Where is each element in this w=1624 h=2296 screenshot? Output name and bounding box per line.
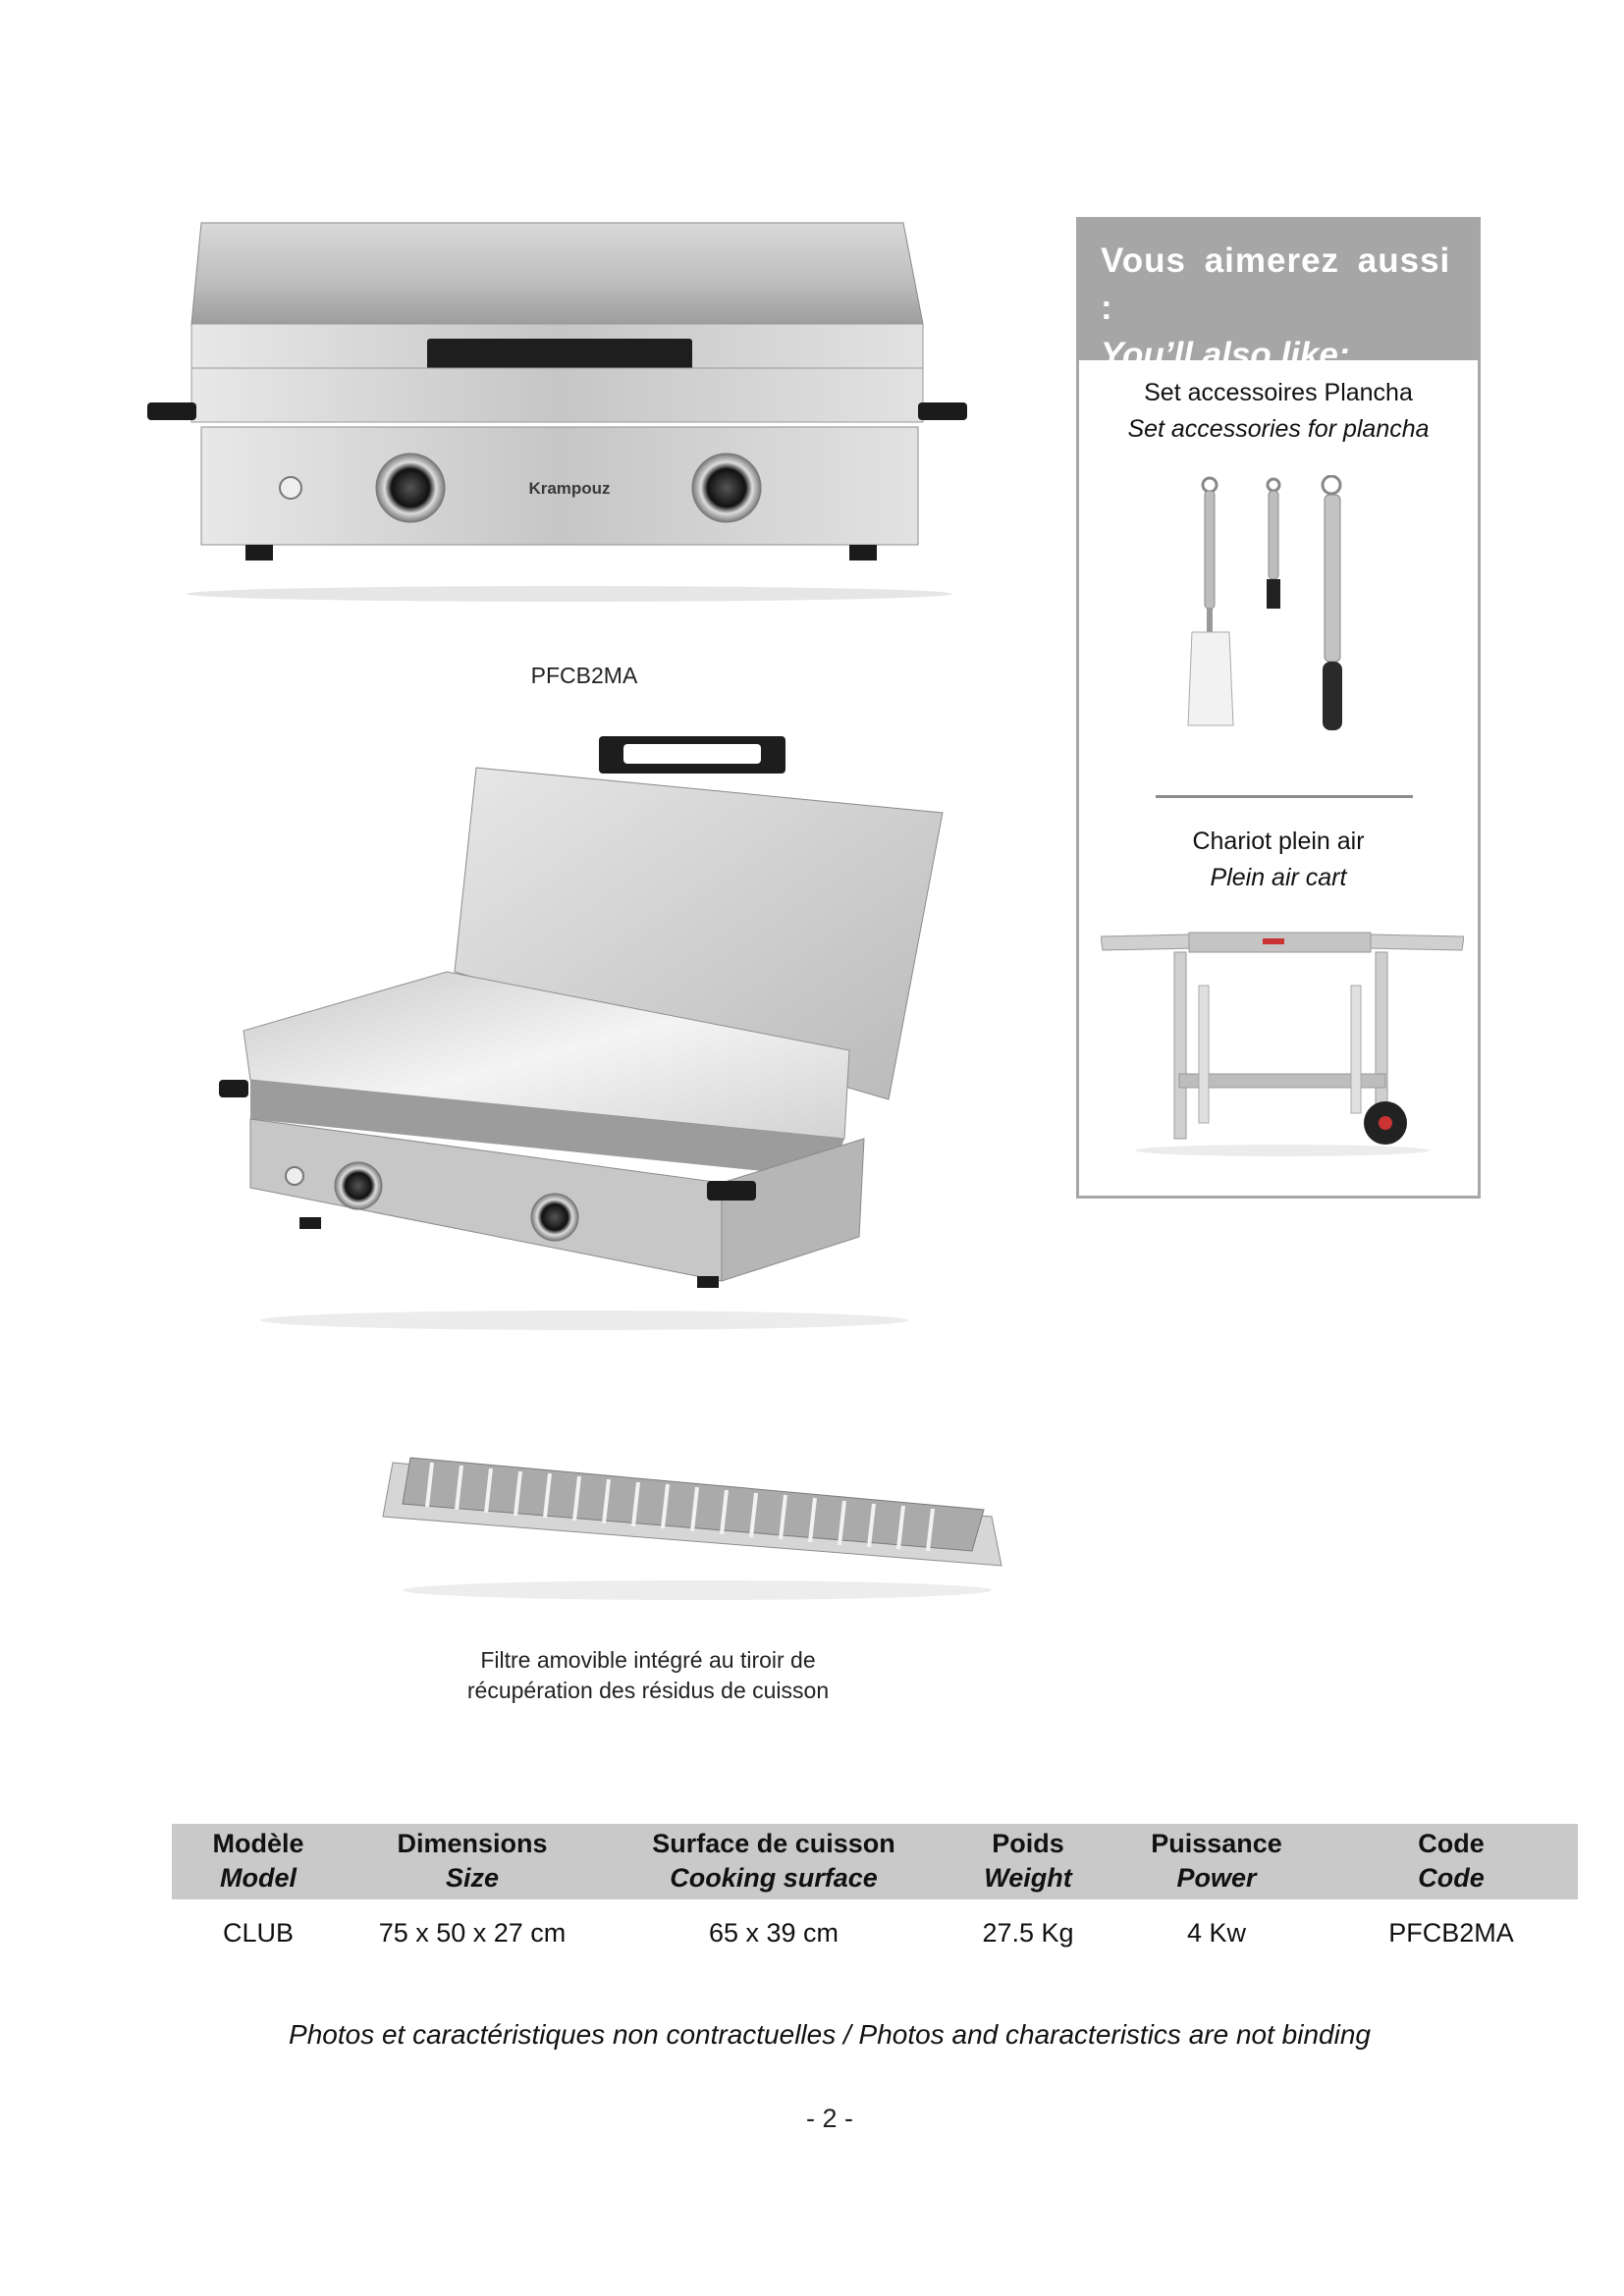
header-power xyxy=(1109,1824,1325,1899)
product-caption: PFCB2MA xyxy=(530,663,638,688)
header-fr: Code xyxy=(1418,1829,1485,1858)
table-row xyxy=(172,1899,1578,1949)
cell-power: 4 Kw xyxy=(1186,1918,1247,1948)
filter-tray-image xyxy=(363,1443,1031,1620)
cart-image xyxy=(1101,927,1464,1162)
utensil-set-image xyxy=(1182,475,1379,770)
header-en: Code xyxy=(1418,1863,1485,1893)
header-weight xyxy=(947,1824,1109,1899)
header-fr: Puissance xyxy=(1151,1829,1282,1858)
also-like-heading-en: You’ll also like: xyxy=(1101,336,1350,374)
also-like-heading-fr: Vous aimerez aussi : xyxy=(1101,241,1451,327)
also-like-header xyxy=(1079,220,1478,374)
accessory-set-caption xyxy=(1079,375,1478,448)
brand-logo: Krampouz xyxy=(528,479,611,498)
header-cooking-surface xyxy=(600,1824,947,1899)
header-dimensions xyxy=(345,1824,600,1899)
header-fr: Poids xyxy=(992,1829,1064,1858)
cell-cooking-surface: 65 x 39 cm xyxy=(708,1918,839,1948)
cart-name-en: Plein air cart xyxy=(1210,864,1347,891)
cell-dimensions: 75 x 50 x 27 cm xyxy=(378,1918,567,1948)
cart-caption xyxy=(1079,824,1478,896)
plancha-closed-image xyxy=(147,211,1001,604)
header-model xyxy=(172,1824,345,1899)
header-en: Cooking surface xyxy=(670,1863,878,1893)
header-en: Model xyxy=(220,1863,297,1893)
header-en: Weight xyxy=(984,1863,1072,1893)
header-fr: Surface de cuisson xyxy=(652,1829,895,1858)
page-number: - 2 - xyxy=(805,2104,853,2133)
header-en: Power xyxy=(1176,1863,1257,1893)
accessory-set-name-fr: Set accessoires Plancha xyxy=(1144,379,1413,406)
disclaimer-note: Photos et caractéristiques non contractuelles / Photos and characteristics are not binding xyxy=(289,2019,1371,2050)
separator xyxy=(1156,795,1413,798)
filter-caption xyxy=(412,1645,884,1706)
accessory-set-name-en: Set accessories for plancha xyxy=(1127,415,1430,443)
spec-table xyxy=(172,1824,1578,1949)
cart-name-fr: Chariot plein air xyxy=(1192,828,1365,855)
header-code xyxy=(1325,1824,1578,1899)
header-en: Size xyxy=(445,1863,500,1893)
cell-model: CLUB xyxy=(222,1918,295,1948)
cell-weight: 27.5 Kg xyxy=(982,1918,1074,1948)
filter-caption-line2: récupération des résidus de cuisson xyxy=(466,1678,830,1703)
header-fr: Modèle xyxy=(212,1829,304,1858)
plancha-open-image xyxy=(211,726,957,1335)
filter-caption-line1: Filtre amovible intégré au tiroir de xyxy=(480,1647,816,1673)
header-fr: Dimensions xyxy=(397,1829,548,1858)
table-header-row xyxy=(172,1824,1578,1899)
cell-code: PFCB2MA xyxy=(1388,1918,1514,1948)
also-like-box xyxy=(1076,217,1481,1199)
